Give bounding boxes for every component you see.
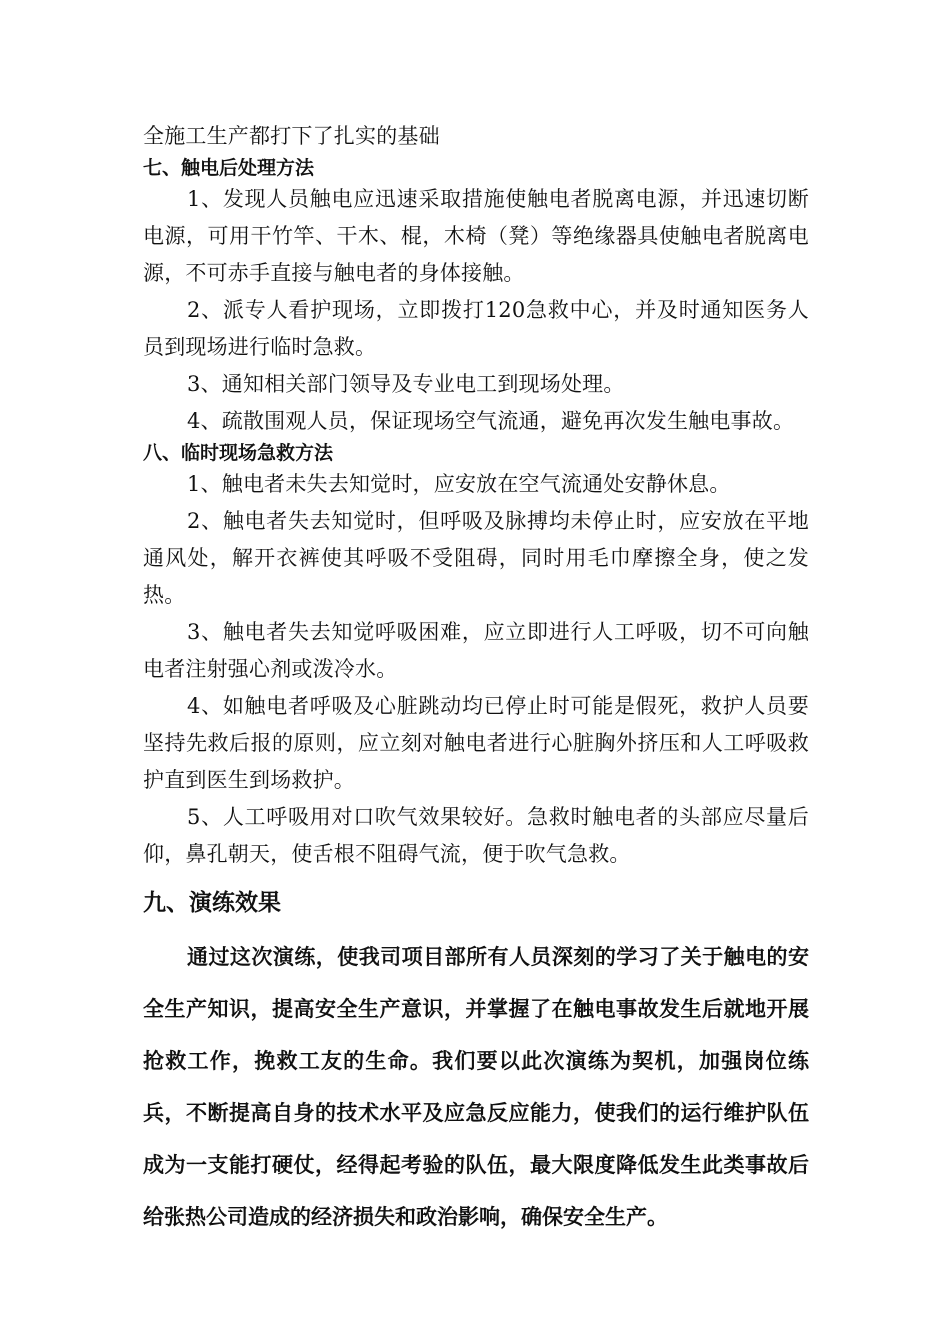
section-7-item-3: 3、通知相关部门领导及专业电工到现场处理。 — [187, 372, 625, 396]
document-body — [143, 118, 809, 1243]
section-8-item-2: 2、触电者失去知觉时，但呼吸及脉搏均未停止时，应安放在平地通风处，解开衣裤使其呼吸不受阻碍，同时用毛巾摩擦全身，使之发热。 — [143, 509, 809, 607]
section-9-heading: 九、演练效果 — [143, 890, 281, 916]
section-7-item-2: 2、派专人看护现场，立即拨打120急救中心，并及时通知医务人员到现场进行临时急救。 — [143, 298, 809, 359]
section-7-heading: 七、触电后处理方法 — [143, 157, 315, 179]
section-8-item-1: 1、触电者未失去知觉时，应安放在空气流通处安静休息。 — [187, 472, 731, 496]
section-8-item-5: 5、人工呼吸用对口吹气效果较好。急救时触电者的头部应尽量后仰，鼻孔朝天，使舌根不阻碍气流，便于吹气急救。 — [143, 805, 809, 866]
carryover-line: 全施工生产都打下了扎实的基础 — [143, 124, 440, 148]
section-7-item-1: 1、发现人员触电应迅速采取措施使触电者脱离电源，并迅速切断电源，可用干竹竿、干木、棍，木椅（凳）等绝缘器具使触电者脱离电源，不可赤手直接与触电者的身体接触。 — [143, 187, 809, 285]
section-7-item-4: 4、疏散围观人员，保证现场空气流通，避免再次发生触电事故。 — [187, 409, 795, 433]
section-8-item-4: 4、如触电者呼吸及心脏跳动均已停止时可能是假死，救护人员要坚持先救后报的原则，应立刻对触电者进行心脏胸外挤压和人工呼吸救护直到医生到场救护。 — [143, 694, 809, 792]
section-8-heading: 八、临时现场急救方法 — [143, 442, 334, 464]
section-8-item-3: 3、触电者失去知觉呼吸困难，应立即进行人工呼吸，切不可向触电者注射强心剂或泼冷水。 — [143, 620, 809, 681]
section-9-body: 通过这次演练，使我司项目部所有人员深刻的学习了关于触电的安全生产知识，提高安全生产意识，并掌握了在触电事故发生后就地开展抢救工作，挽救工友的生命。我们要以此次演练为契机，加强岗位练兵，不断提高自身的技术水平及应急反应能力，使我们的运行维护队伍成为一支能打硬仗，经得起考验的队伍，最大限度降低发生此类事故后给张热公司造成的经济损失和政治影响，确保安全生产。 — [143, 945, 809, 1229]
